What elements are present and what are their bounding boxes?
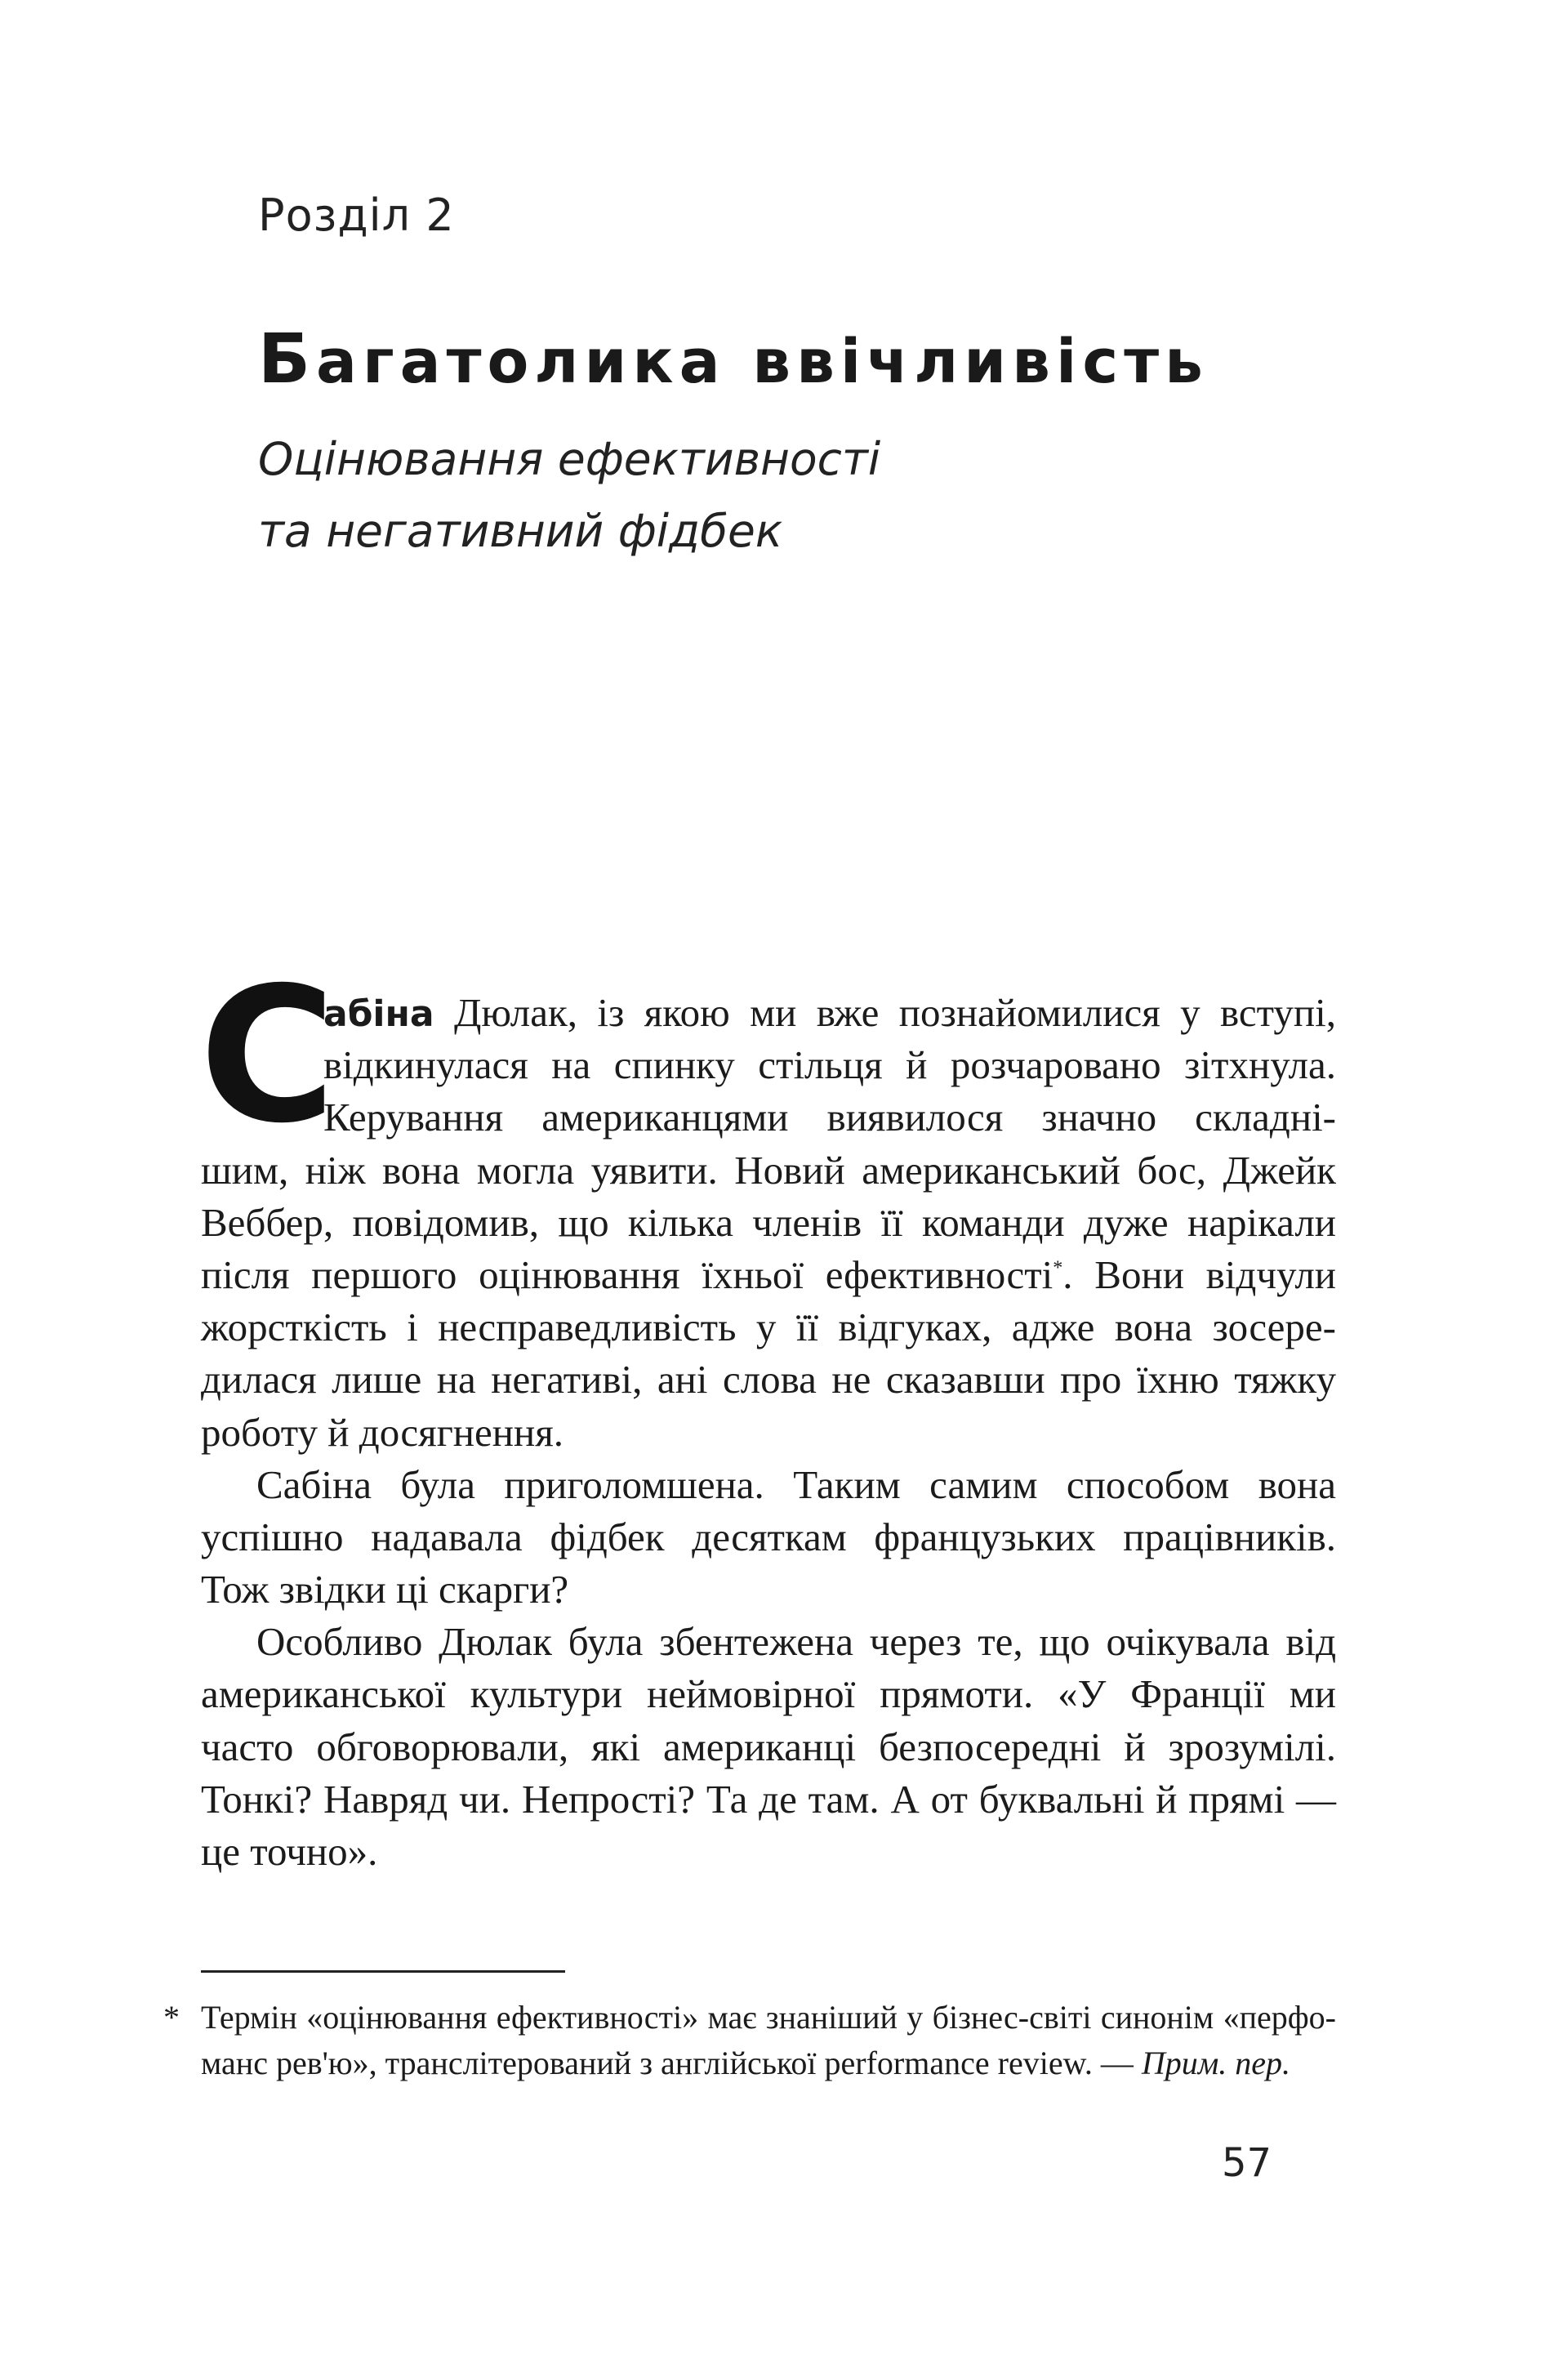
text-line: часто обговорювали, які американці безпосередні й зрозумілі. [201,1724,1336,1769]
text-line: після першого оцінювання їхньої ефективності*. Вони відчули [201,1251,1336,1297]
text-line: жорсткість і несправедливість у її відгуках, адже вона зосере- [201,1305,1336,1350]
chapter-subtitle [258,423,880,567]
chapter-label: Розділ 2 [258,190,455,241]
footnote-line: манс рев'ю», транслітерований з англійської performance review. — Прим. пер. [201,2045,1291,2081]
subtitle-line-2: та негативний фідбек [258,505,783,557]
text-line: успішно надавала фідбек десяткам французьких працівників. [201,1514,1336,1559]
text-line: Тож звідки ці скарги? [201,1567,569,1612]
chapter-title [258,319,1209,399]
text-line: Тонкі? Навряд чи. Непрості? Та де там. А от буквальні й прямі — [201,1776,1336,1822]
chapter-title-rest: агатолика ввічливість [316,327,1209,397]
text-line: це точно». [201,1829,378,1874]
text-line: шим, ніж вона могла уявити. Новий американський бос, Джейк [201,1147,1336,1193]
text-line: Керування американцями виявилося значно складні- [323,1095,1336,1140]
subtitle-line-1: Оцінювання ефективності [258,433,881,485]
translator-note: Прим. пер. [1141,2045,1291,2081]
lead-word: абіна [323,993,434,1035]
text-line: відкинулася на спинку стільця й розчаровано зітхнула. [323,1042,1336,1088]
text-line: дилася лише на негативі, ані слова не сказавши про їхню тяжку [201,1357,1336,1403]
footnote-line: Термін «оцінювання ефективності» має знаніший у бізнес-світі синонім «перфо- [201,1999,1336,2036]
footnote [163,1995,1336,2086]
text-line: Особливо Дюлак була збентежена через те, що очікувала від [256,1619,1336,1665]
footnote-marker: * [163,1999,180,2036]
text-line: Сабіна була приголомшена. Таким самим способом вона [256,1461,1336,1507]
body-text [201,987,1336,1878]
text-line: американської культури неймовірної прямоти. «У Франції ми [201,1671,1336,1717]
drop-cap: С [199,947,336,1164]
footnote-divider [201,1970,565,1973]
text-line: роботу й досягнення. [201,1409,564,1455]
chapter-title-initial: Б [258,319,317,399]
text-line: абіна Дюлак, із якою ми вже познайомилися у вступі, [323,990,1336,1035]
footnote-reference[interactable]: * [1053,1257,1063,1279]
page-number: 57 [1222,2140,1272,2186]
text-line: Веббер, повідомив, що кілька членів її команди дуже нарікали [201,1199,1336,1245]
